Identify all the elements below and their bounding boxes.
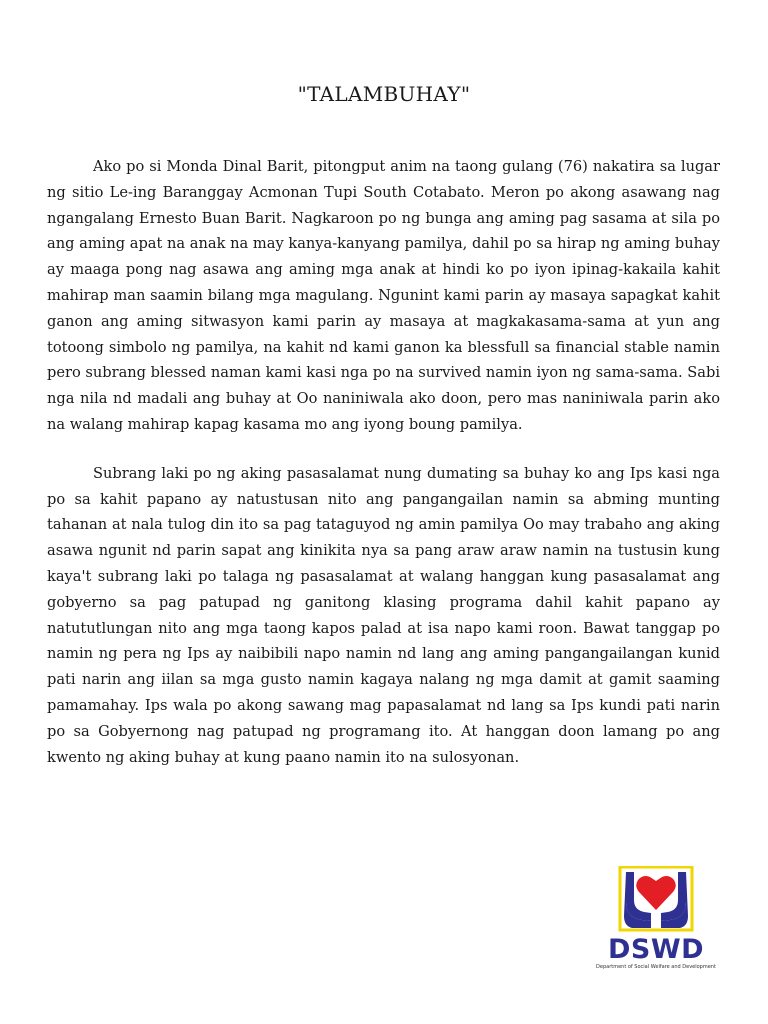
dswd-logo-text: DSWD [607, 934, 705, 965]
paragraph-2: Subrang laki po ng aking pasasalamat nung dumating sa buhay ko ang Ips kasi nga po sa kahit papano ay natustusan nito ang pangangailan namin sa abming munting tahanan at nala tulog din ito sa pag tataguyod ng amin pamilya Oo may trabaho ang aking asawa ngunit nd parin sapat ang kinikita nya sa pang araw araw namin na tustusin kung kaya't subrang laki po talaga ng pasasalamat at walang hanggan kung pasasalamat ang gobyerno sa pag patupad ng ganitong klasing programa dahil kahit papano ay natututlungan nito ang mga taong kapos palad at isa napo kami roon. Bawat tanggap po namin ng pera ng Ips ay naibibili napo namin nd lang ang aming pangangailangan kunid pati narin ang iilan sa mga gusto namin kagaya nalang ng mga damit at gamit saaming pamamahay. Ips wala po akong sawang mag papasalamat nd lang sa Ips kundi pati narin po sa Gobyernong nag patupad ng programang ito. At hanggan doon lamang po ang kwento ng aking buhay at kung paano namin ito na sulosyonan. [47, 464, 720, 766]
dswd-emblem-icon [596, 866, 716, 936]
dswd-logo [596, 866, 716, 974]
paragraph-1: Ako po si Monda Dinal Barit, pitongput anim na taong gulang (76) nakatira sa lugar ng sitio Le-ing Baranggay Acmonan Tupi South Cotabato. Meron po akong asawang nag ngangalang Ernesto Buan Barit. Nagkaroon po ng bunga ang aming pag sasama at sila po ang aming apat na anak na may kanya-kanyang pamilya, dahil po sa hirap ng aming buhay ay maaga pong nag asawa ang aming mga anak at hindi ko po iyon ipinag-kakaila kahit mahirap man saamin bilang mga magulang. Ngunint kami parin ay masaya sapagkat kahit ganon ang aming sitwasyon kami parin ay masaya at magkakasama-sama at yun ang totoong simbolo ng pamilya, na kahit nd kami ganon ka blessfull sa financial stable namin pero subrang blessed naman kami kasi nga po na survived namin iyon ng sama-sama. Sabi nga nila nd madali ang buhay at Oo naniniwala ako doon, pero mas naniniwala parin ako na walang mahirap kapag kasama mo ang iyong boung pamilya. [47, 158, 720, 433]
document-title: "TALAMBUHAY" [297, 82, 471, 106]
document-body [47, 154, 720, 793]
dswd-logo-subtext: Department of Social Welfare and Development [596, 964, 716, 970]
